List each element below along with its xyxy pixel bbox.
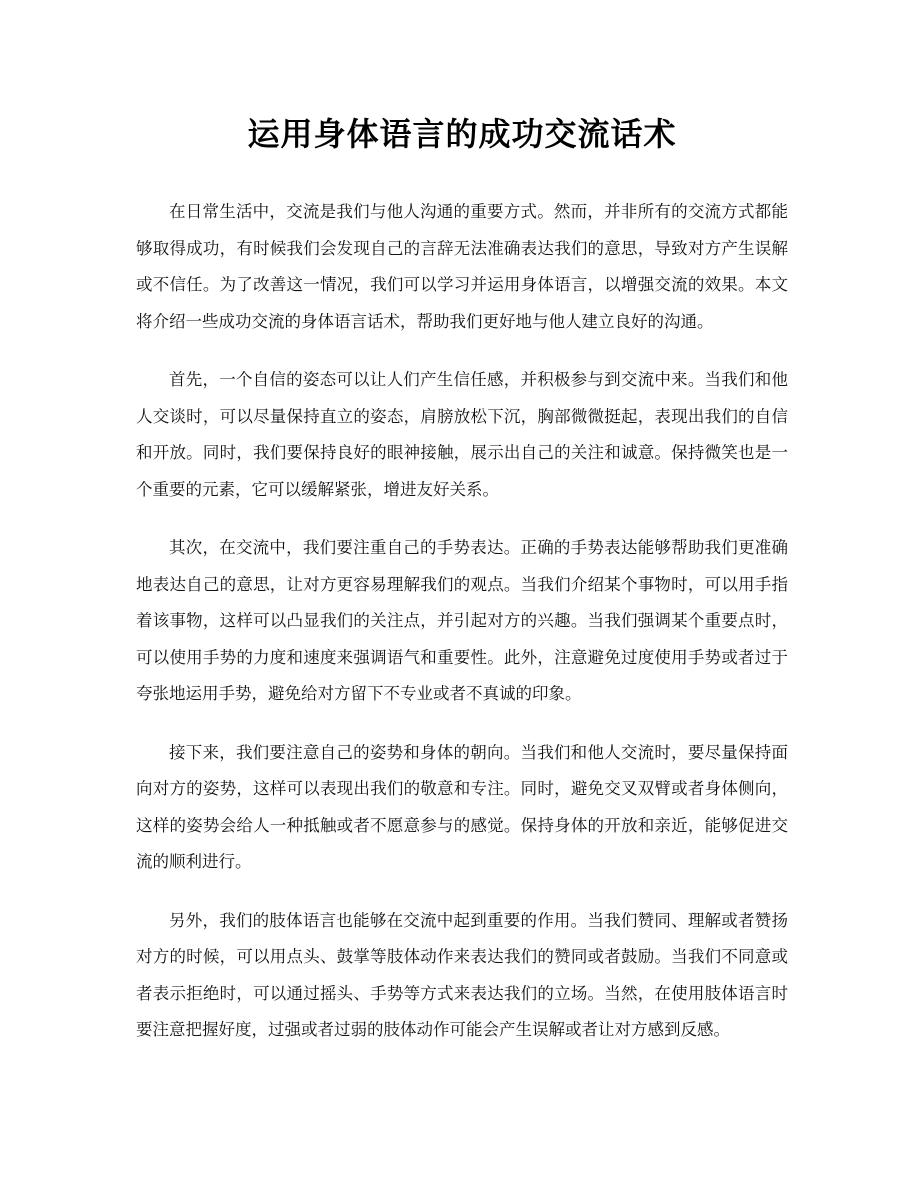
paragraph-gestures: 其次，在交流中，我们要注重自己的手势表达。正确的手势表达能够帮助我们更准确地表达自己的意思，让对方更容易理解我们的观点。当我们介绍某个事物时，可以用手指着该事物，这样可以凸显我们的关注点，并引起对方的兴趣。当我们强调某个重要点时，可以使用手势的力度和速度来强调语气和重要性。此外，注意避免过度使用手势或者过于夸张地运用手势，避免给对方留下不专业或者不真诚的印象。: [136, 538, 788, 703]
document-title: 运用身体语言的成功交流话术: [247, 115, 677, 153]
paragraph-intro: 在日常生活中，交流是我们与他人沟通的重要方式。然而，并非所有的交流方式都能够取得成功，有时候我们会发现自己的言辞无法准确表达我们的意思，导致对方产生误解或不信任。为了改善这一情况，我们可以学习并运用身体语言，以增强交流的效果。本文将介绍一些成功交流的身体语言话术，帮助我们更好地与他人建立良好的沟通。: [136, 202, 788, 331]
paragraph-body-orientation: 接下来，我们要注意自己的姿势和身体的朝向。当我们和他人交流时，要尽量保持面向对方的姿势，这样可以表现出我们的敬意和专注。同时，避免交叉双臂或者身体侧向，这样的姿势会给人一种抵触或者不愿意参与的感觉。保持身体的开放和亲近，能够促进交流的顺利进行。: [136, 742, 788, 871]
paragraph-confident-posture: 首先，一个自信的姿态可以让人们产生信任感，并积极参与到交流中来。当我们和他人交谈时，可以尽量保持直立的姿态，肩膀放松下沉，胸部微微挺起，表现出我们的自信和开放。同时，我们要保持良好的眼神接触，展示出自己的关注和诚意。保持微笑也是一个重要的元素，它可以缓解紧张，增进友好关系。: [136, 370, 788, 499]
paragraph-body-language: 另外，我们的肢体语言也能够在交流中起到重要的作用。当我们赞同、理解或者赞扬对方的时候，可以用点头、鼓掌等肢体动作来表达我们的赞同或者鼓励。当我们不同意或者表示拒绝时，可以通过摇头、手势等方式来表达我们的立场。当然，在使用肢体语言时要注意把握好度，过强或者过弱的肢体动作可能会产生误解或者让对方感到反感。: [136, 910, 788, 1039]
